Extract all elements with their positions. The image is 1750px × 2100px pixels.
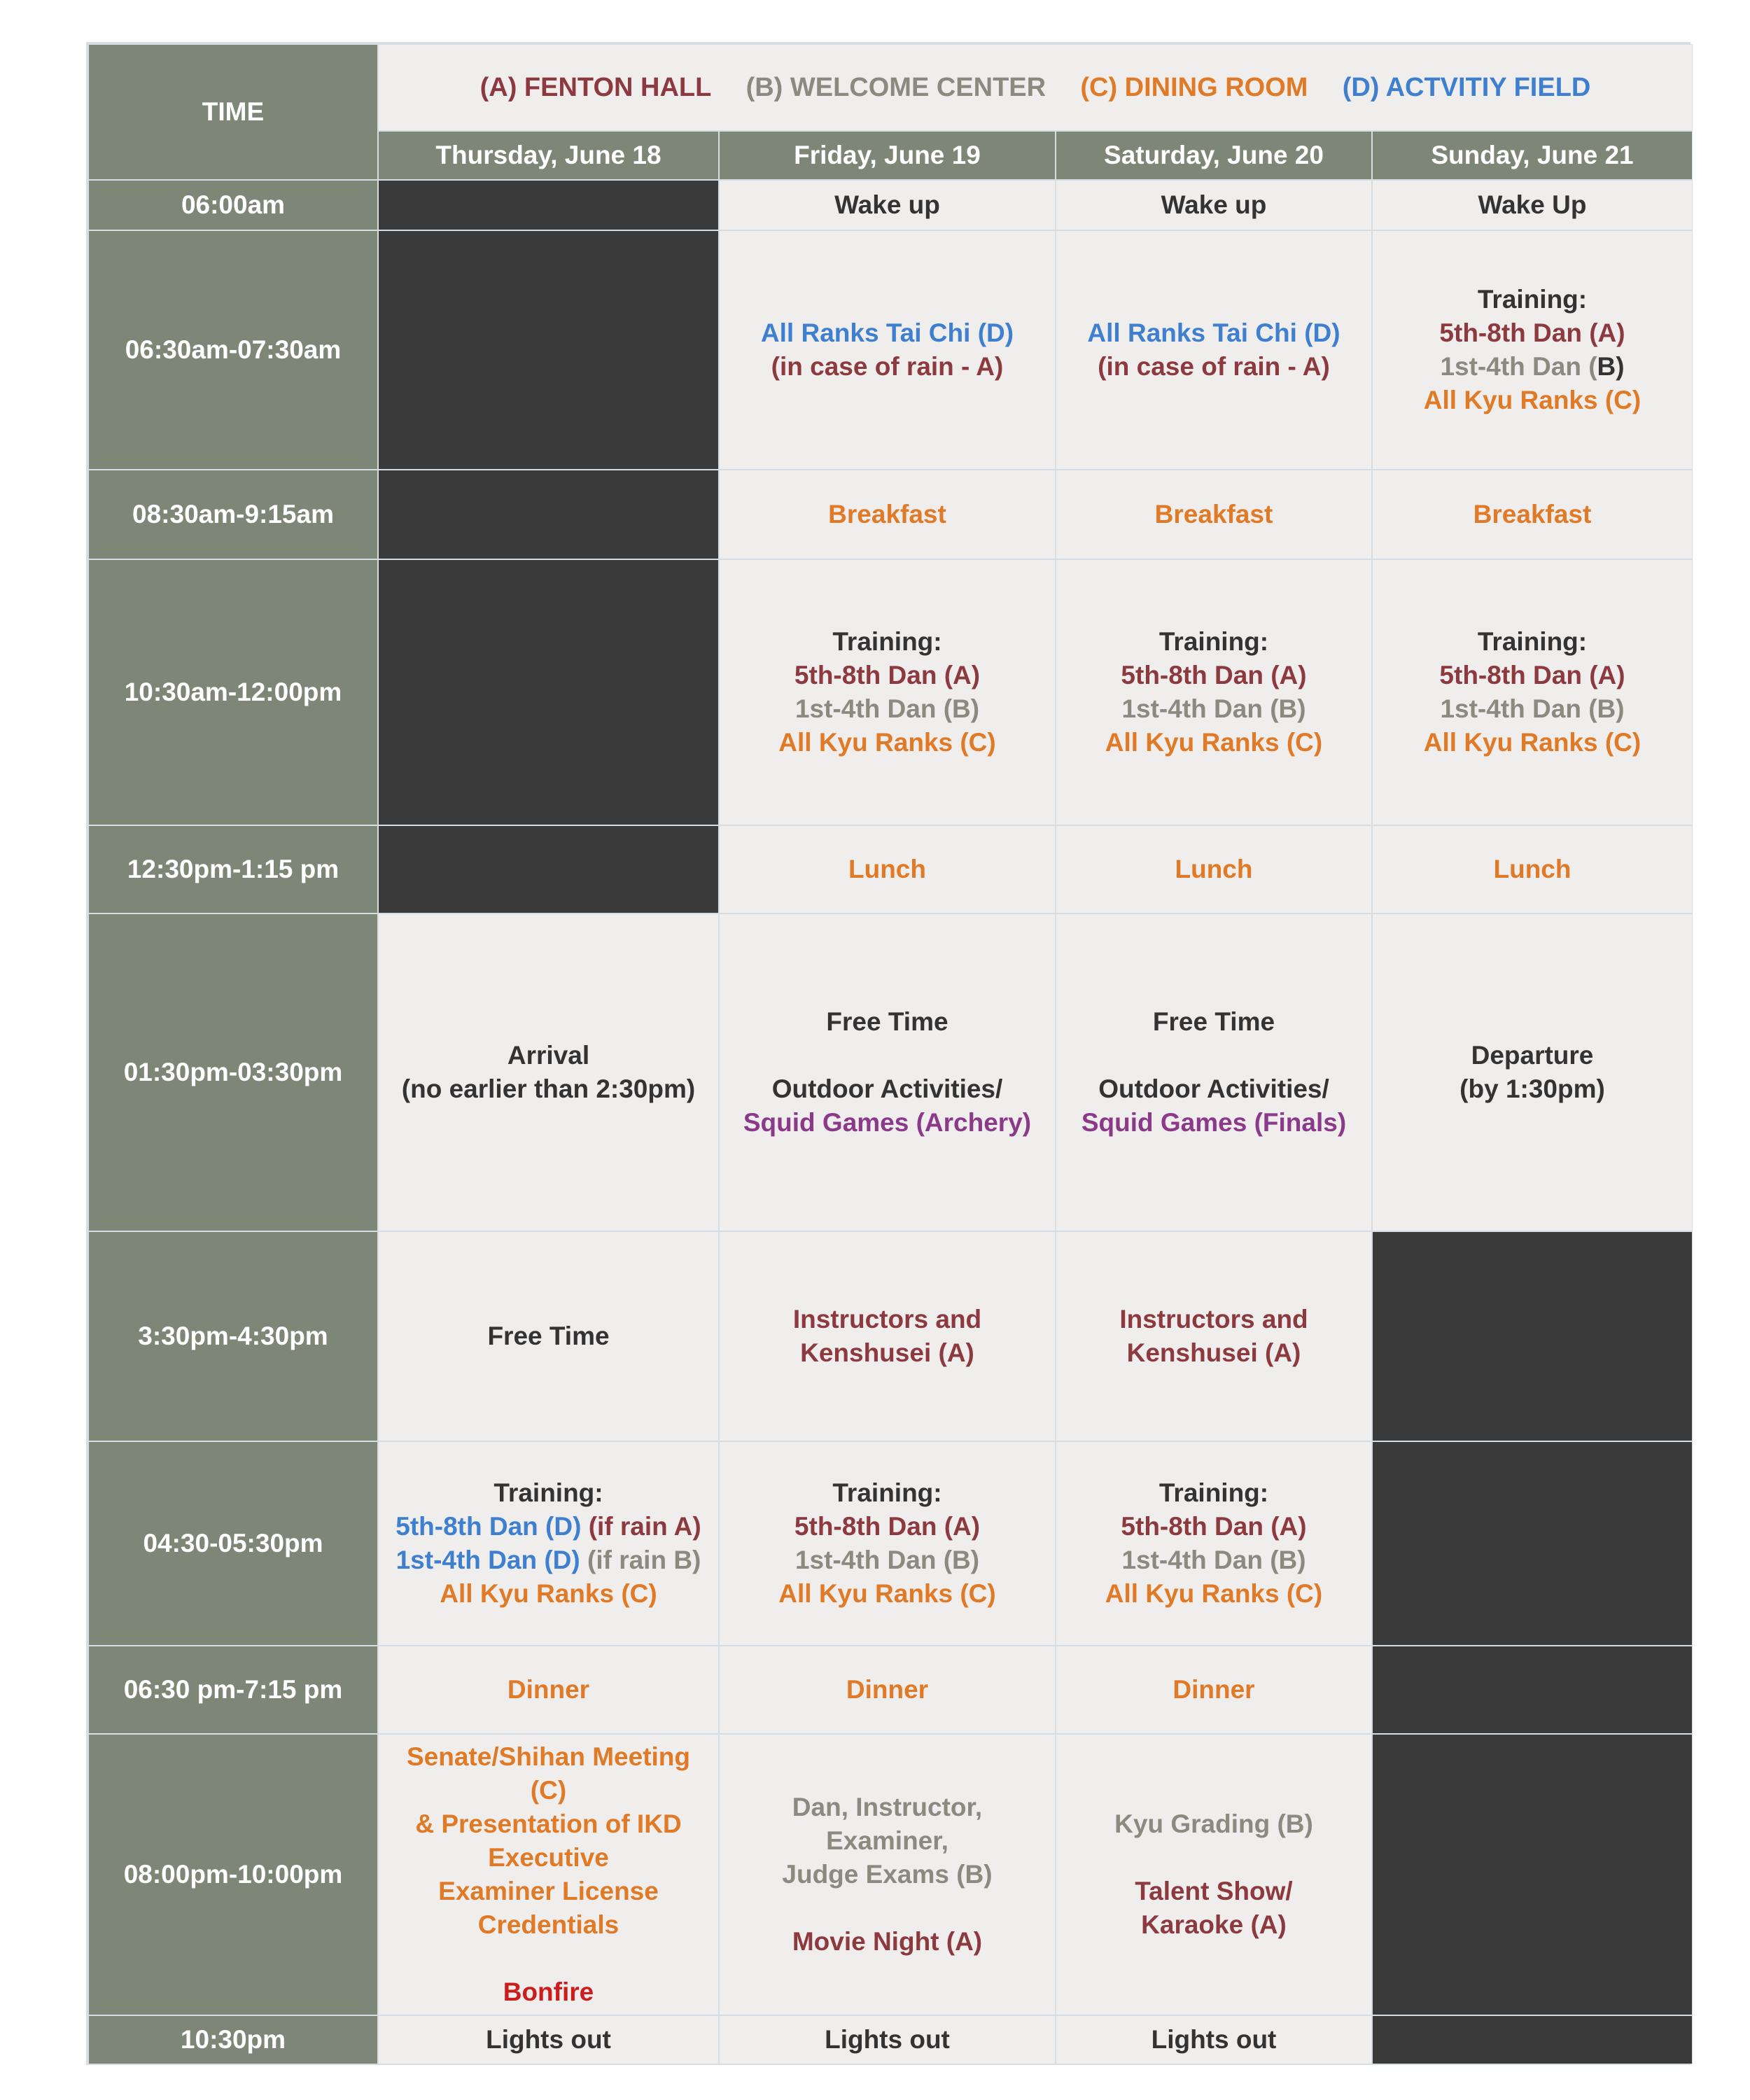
event-cell: [1056, 1441, 1372, 1646]
event-dinner: Dinner: [846, 1675, 929, 1704]
event-lights-out: Lights out: [1151, 2025, 1277, 2054]
event-breakfast: Breakfast: [1473, 500, 1592, 528]
event-cell: [1056, 913, 1372, 1231]
event-cell: [1372, 230, 1693, 470]
blocked-cell: [378, 230, 719, 470]
event-training-label: Training:: [832, 1478, 942, 1507]
event-training-label: Training:: [493, 1478, 603, 1507]
event-karaoke: Karaoke (A): [1141, 1910, 1287, 1939]
event-dan-5-8: [396, 1510, 701, 1544]
event-dan-1-4: 1st-4th Dan (B): [794, 694, 980, 723]
event-lunch: Lunch: [848, 855, 926, 883]
blocked-cell: [378, 559, 719, 825]
event-lights-out: Lights out: [825, 2025, 950, 2054]
event-dan-1-4-location: B): [1597, 352, 1625, 381]
event-cell: [719, 180, 1056, 230]
event-arrival-note: (no earlier than 2:30pm): [401, 1074, 696, 1103]
event-tai-chi: All Ranks Tai Chi (D): [1087, 318, 1340, 347]
day-header-sunday: Sunday, June 21: [1372, 131, 1693, 180]
event-dan-1-4: 1st-4th Dan (B): [1121, 694, 1306, 723]
time-header: [88, 44, 378, 180]
event-kyu-ranks: All Kyu Ranks (C): [1105, 728, 1323, 757]
event-exams: Dan, Instructor,: [792, 1793, 983, 1821]
event-kyu-ranks: All Kyu Ranks (C): [778, 728, 996, 757]
event-training-label: Training:: [832, 627, 942, 656]
event-exams-line: Examiner,: [826, 1826, 948, 1855]
event-kenshusei: Kenshusei (A): [800, 1338, 974, 1367]
event-kyu-grading: Kyu Grading (B): [1114, 1809, 1313, 1838]
time-slot: 08:00pm-10:00pm: [88, 1734, 378, 2015]
event-cell: [1056, 1646, 1372, 1734]
time-slot: 06:30 pm-7:15 pm: [88, 1646, 378, 1734]
event-cell: [1056, 559, 1372, 825]
event-cell: [1056, 1734, 1372, 2015]
event-senate-meeting: Senate/Shihan Meeting: [406, 1742, 690, 1771]
schedule-table: [86, 42, 1690, 2065]
event-kyu-ranks: All Kyu Ranks (C): [1105, 1579, 1323, 1608]
event-rain-note: (in case of rain - A): [771, 352, 1004, 381]
time-slot: 3:30pm-4:30pm: [88, 1231, 378, 1441]
event-kyu-ranks: All Kyu Ranks (C): [1423, 386, 1642, 414]
event-outdoor-activities: Outdoor Activities/: [1098, 1074, 1329, 1103]
event-squid-games: Squid Games (Archery): [743, 1108, 1032, 1137]
event-cell: [719, 913, 1056, 1231]
event-presentation-line: Examiner License: [438, 1877, 659, 1905]
event-kyu-ranks: All Kyu Ranks (C): [778, 1579, 996, 1608]
day-header-friday: Friday, June 19: [719, 131, 1056, 180]
event-cell: [378, 1231, 719, 1441]
event-presentation-line: Credentials: [477, 1910, 620, 1939]
event-outdoor-activities: Outdoor Activities/: [771, 1074, 1003, 1103]
legend-welcome-center: (B) WELCOME CENTER: [746, 73, 1046, 102]
event-senate-location: (C): [530, 1776, 567, 1805]
event-dan-5-8-text: 5th-8th Dan (D): [396, 1512, 582, 1541]
event-departure: Departure: [1471, 1041, 1594, 1070]
event-cell: [719, 2015, 1056, 2064]
event-cell: [1372, 913, 1693, 1231]
event-rain-note: (if rain A): [588, 1512, 701, 1541]
event-dan-1-4-text: 1st-4th Dan (: [1440, 352, 1597, 381]
event-cell: [719, 559, 1056, 825]
event-wake-up: Wake up: [834, 190, 940, 219]
blocked-cell: [1372, 1646, 1693, 1734]
blocked-cell: [378, 470, 719, 559]
time-slot: 06:00am: [88, 180, 378, 230]
event-dan-1-4: 1st-4th Dan (B): [794, 1546, 980, 1574]
event-departure-note: (by 1:30pm): [1460, 1074, 1605, 1103]
time-slot: 10:30am-12:00pm: [88, 559, 378, 825]
event-arrival: Arrival: [507, 1041, 590, 1070]
event-squid-games: Squid Games (Finals): [1081, 1108, 1347, 1137]
event-cell: [378, 2015, 719, 2064]
event-dinner: Dinner: [507, 1675, 590, 1704]
event-lunch: Lunch: [1175, 855, 1253, 883]
event-movie-night: Movie Night (A): [792, 1927, 983, 1956]
time-header-label: TIME: [202, 97, 265, 126]
event-cell: [1372, 470, 1693, 559]
location-legend: [378, 44, 1693, 131]
day-header-thursday: Thursday, June 18: [378, 131, 719, 180]
event-cell: [719, 825, 1056, 913]
event-rain-note: (if rain B): [587, 1546, 701, 1574]
event-kenshusei: Kenshusei (A): [1126, 1338, 1301, 1367]
event-lunch: Lunch: [1493, 855, 1572, 883]
event-bonfire: Bonfire: [503, 1977, 594, 2006]
event-dan-5-8: 5th-8th Dan (A): [794, 661, 981, 690]
event-dan-5-8: 5th-8th Dan (A): [1439, 661, 1625, 690]
event-tai-chi: All Ranks Tai Chi (D): [760, 318, 1014, 347]
event-exams-line: Judge Exams (B): [782, 1860, 993, 1889]
event-wake-up: Wake Up: [1478, 190, 1587, 219]
blocked-cell: [378, 180, 719, 230]
event-dinner: Dinner: [1172, 1675, 1255, 1704]
blocked-cell: [378, 825, 719, 913]
event-cell: [378, 1646, 719, 1734]
event-cell: [1372, 825, 1693, 913]
event-breakfast: Breakfast: [828, 500, 946, 528]
event-free-time: Free Time: [826, 1007, 948, 1036]
blocked-cell: [1372, 1734, 1693, 2015]
event-cell: [1056, 825, 1372, 913]
event-training-label: Training:: [1477, 627, 1588, 656]
legend-dining-room: (C) DINING ROOM: [1080, 73, 1308, 102]
event-free-time: Free Time: [1152, 1007, 1275, 1036]
event-cell: [378, 913, 719, 1231]
event-dan-1-4: 1st-4th Dan (B): [1121, 1546, 1306, 1574]
event-dan-5-8: 5th-8th Dan (A): [1121, 1512, 1307, 1541]
event-lights-out: Lights out: [486, 2025, 611, 2054]
event-cell: [719, 230, 1056, 470]
event-cell: [719, 1231, 1056, 1441]
event-kyu-ranks: All Kyu Ranks (C): [440, 1579, 657, 1608]
event-cell: [1056, 230, 1372, 470]
event-cell: [1056, 180, 1372, 230]
event-presentation: & Presentation of IKD: [415, 1809, 682, 1838]
event-training-label: Training:: [1477, 285, 1588, 314]
event-cell: [378, 1734, 719, 2015]
event-training-label: Training:: [1158, 627, 1269, 656]
event-rain-note: (in case of rain - A): [1098, 352, 1330, 381]
time-slot: 01:30pm-03:30pm: [88, 913, 378, 1231]
event-dan-1-4: [396, 1544, 701, 1577]
event-dan-1-4: 1st-4th Dan (B): [1440, 694, 1625, 723]
blocked-cell: [1372, 1231, 1693, 1441]
event-cell: [1056, 2015, 1372, 2064]
event-cell: [719, 1441, 1056, 1646]
legend-fenton-hall: (A) FENTON HALL: [479, 73, 712, 102]
day-header-saturday: Saturday, June 20: [1056, 131, 1372, 180]
time-slot: 12:30pm-1:15 pm: [88, 825, 378, 913]
event-free-time: Free Time: [487, 1322, 610, 1350]
time-slot: 06:30am-07:30am: [88, 230, 378, 470]
blocked-cell: [1372, 1441, 1693, 1646]
event-kyu-ranks: All Kyu Ranks (C): [1423, 728, 1642, 757]
event-cell: [719, 470, 1056, 559]
legend-activity-field: (D) ACTVITIY FIELD: [1342, 73, 1591, 102]
event-breakfast: Breakfast: [1154, 500, 1273, 528]
event-cell: [719, 1646, 1056, 1734]
event-wake-up: Wake up: [1161, 190, 1267, 219]
event-cell: [1372, 180, 1693, 230]
event-cell: [1056, 1231, 1372, 1441]
event-cell: [1056, 470, 1372, 559]
time-slot: 04:30-05:30pm: [88, 1441, 378, 1646]
event-cell: [1372, 559, 1693, 825]
event-presentation-line: Executive: [488, 1843, 609, 1872]
event-dan-5-8: 5th-8th Dan (A): [1439, 318, 1625, 347]
event-dan-5-8: 5th-8th Dan (A): [1121, 661, 1307, 690]
time-slot: 10:30pm: [88, 2015, 378, 2064]
event-training-label: Training:: [1158, 1478, 1269, 1507]
time-slot: 08:30am-9:15am: [88, 470, 378, 559]
event-cell: [719, 1734, 1056, 2015]
event-dan-1-4-text: 1st-4th Dan (D): [396, 1546, 580, 1574]
event-cell: [378, 1441, 719, 1646]
event-dan-1-4: [1440, 350, 1624, 384]
blocked-cell: [1372, 2015, 1693, 2064]
event-instructors: Instructors and: [792, 1305, 982, 1334]
event-instructors: Instructors and: [1119, 1305, 1308, 1334]
event-dan-5-8: 5th-8th Dan (A): [794, 1512, 981, 1541]
event-talent-show: Talent Show/: [1135, 1877, 1293, 1905]
